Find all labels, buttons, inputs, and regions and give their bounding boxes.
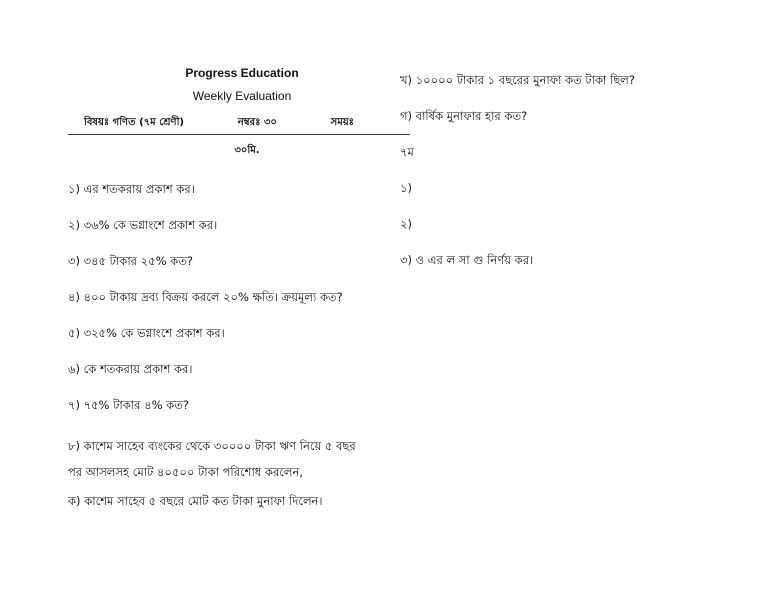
question-item: ৫) ৩২৫% কে ভগ্নাংশে প্রকাশ কর। xyxy=(68,326,225,340)
left-column xyxy=(68,66,410,529)
question-item: ২) ৩৬% কে ভগ্নাংশে প্রকাশ কর। xyxy=(68,218,218,232)
question-item: ৪) ৪০০ টাকায় দ্রব্য বিক্রয় করলে ২০% ক্ষতি। ক্রয়মূল্য কত? xyxy=(68,290,343,304)
question-item: গ) বার্ষিক মুনাফার হার কত? xyxy=(400,109,528,123)
time-label: সময়ঃ xyxy=(330,117,354,128)
question-item: ৩) ও এর ল সা গু নির্ণয় কর। xyxy=(400,253,534,267)
question-item: ১) xyxy=(400,181,412,195)
question-item: ৮) কাশেম সাহেব ব্যংকের থেকে ৩০০০০ টাকা ঋণ নিয়ে ৫ বছর পর আসলসহ মোট ৪০৫০০ টাকা পরিশোধ করলেন, xyxy=(68,439,356,479)
question-item: খ) ১০০০০ টাকার ১ বছরের মুনাফা কত টাকা ছিল? xyxy=(400,73,635,87)
subject-label: বিষয়ঃ গণিত (৭ম শ্রেণী) xyxy=(84,117,185,128)
left-question-list xyxy=(68,181,410,509)
question-item: ৩) ৩৪৫ টাকার ২৫% কত? xyxy=(68,254,193,268)
question-item: ২) xyxy=(400,217,412,231)
page-subtitle: Weekly Evaluation xyxy=(192,89,292,103)
time-value: ৩০মি. xyxy=(234,145,260,156)
page-title: Progress Education xyxy=(185,66,299,80)
marks-label: নম্বরঃ ৩০ xyxy=(237,117,277,128)
question-item: ক) কাশেম সাহেব ৫ বছরে মোট কত টাকা মুনাফা দিলেন। xyxy=(68,494,323,508)
right-column xyxy=(400,72,760,288)
exam-meta-row xyxy=(68,115,410,135)
question-item: ১) এর শতকরায় প্রকাশ কর। xyxy=(68,182,195,196)
question-item: ৬) কে শতকরায় প্রকাশ কর। xyxy=(68,362,193,376)
question-item: ৭) ৭৫% টাকার ৪% কত? xyxy=(68,398,189,412)
section-label: ৭ম xyxy=(400,145,414,159)
